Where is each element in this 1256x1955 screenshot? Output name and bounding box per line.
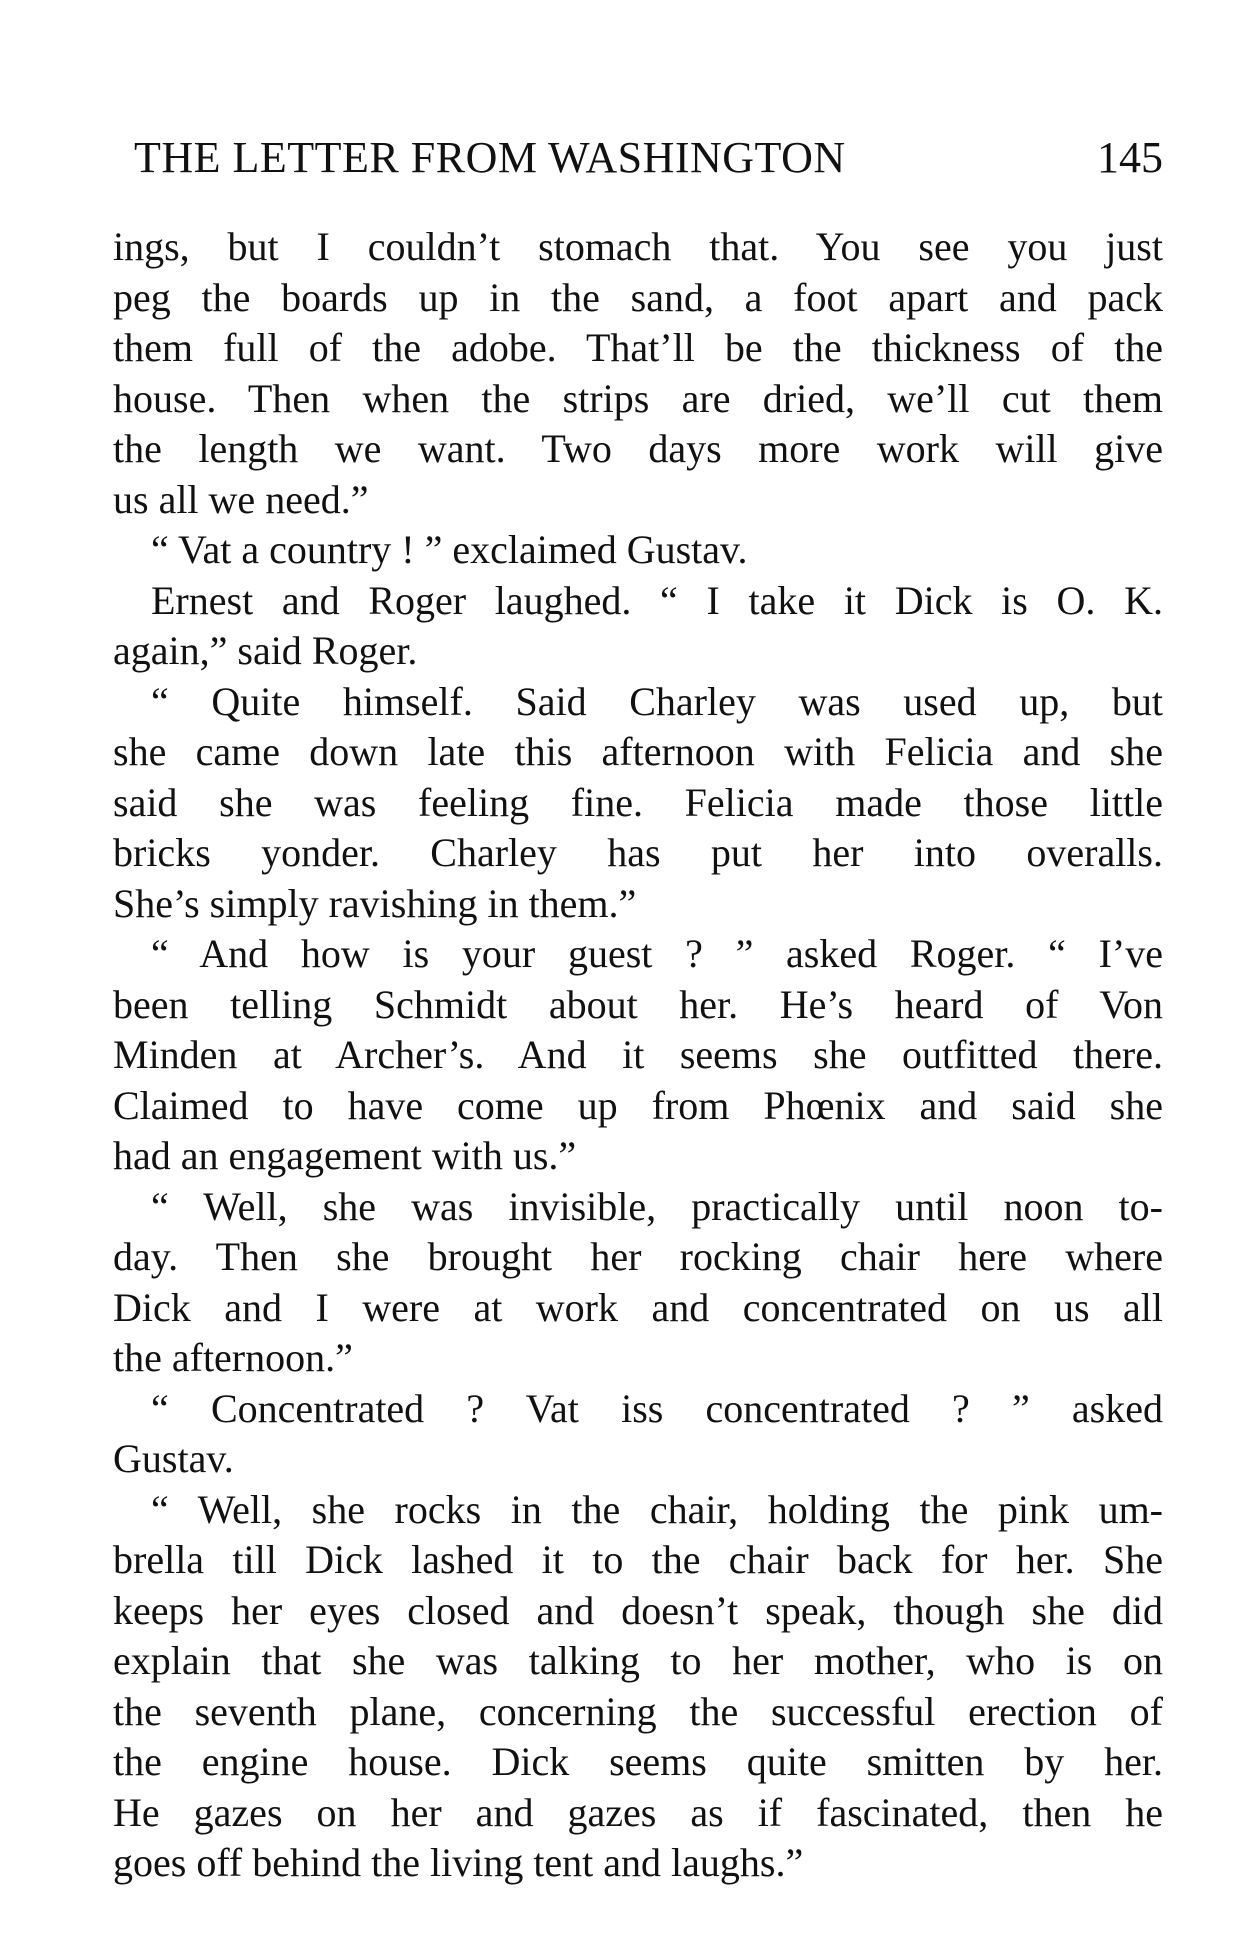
- text-line: been telling Schmidt about her. He’s heard of Von: [113, 981, 1163, 1027]
- running-head: [108, 128, 1163, 188]
- text-line: them full of the adobe. That’ll be the thickness of the: [113, 325, 1163, 370]
- text-line: day. Then she brought her rocking chair here where: [113, 1234, 1163, 1279]
- text-line: She’s simply ravishing in them.”: [113, 880, 637, 926]
- text-line: the afternoon.”: [113, 1335, 353, 1380]
- text-line: “ Concentrated ? Vat iss concentrated ? ” asked: [151, 1385, 1163, 1431]
- text-line: “ Well, she rocks in the chair, holding the pink um-: [151, 1486, 1163, 1532]
- text-line: He gazes on her and gazes as if fascinated, then he: [113, 1789, 1163, 1835]
- text-line: bricks yonder. Charley has put her into overalls.: [113, 830, 1163, 875]
- text-line: peg the boards up in the sand, a foot apart and pack: [113, 274, 1163, 320]
- text-line: “ Well, she was invisible, practically until noon to-: [151, 1183, 1163, 1229]
- text-line: “ Quite himself. Said Charley was used up, but: [151, 678, 1163, 724]
- text-line: “ Vat a country ! ” exclaimed Gustav.: [151, 527, 748, 572]
- text-line: again,” said Roger.: [113, 628, 418, 673]
- text-line: goes off behind the living tent and laughs.”: [113, 1840, 804, 1885]
- text-line: brella till Dick lashed it to the chair back for her. She: [113, 1537, 1163, 1582]
- text-line: Minden at Archer’s. And it seems she outfitted there.: [113, 1032, 1163, 1077]
- text-line: explain that she was talking to her mother, who is on: [113, 1638, 1163, 1683]
- text-line: Dick and I were at work and concentrated on us all: [113, 1284, 1163, 1330]
- text-line: Claimed to have come up from Phœnix and said she: [113, 1082, 1163, 1128]
- text-line: Ernest and Roger laughed. “ I take it Dick is O. K.: [151, 577, 1163, 623]
- text-line: the engine house. Dick seems quite smitten by her.: [113, 1739, 1163, 1784]
- text-line: the seventh plane, concerning the successful erection of: [113, 1688, 1163, 1734]
- text-line: keeps her eyes closed and doesn’t speak, though she did: [113, 1587, 1163, 1633]
- text-line: us all we need.”: [113, 476, 369, 522]
- text-line: the length we want. Two days more work will give: [113, 426, 1163, 471]
- running-title: THE LETTER FROM WASHINGTON: [134, 133, 846, 182]
- text-line: Gustav.: [113, 1436, 234, 1481]
- text-line: she came down late this afternoon with Felicia and she: [113, 729, 1163, 774]
- text-line: had an engagement with us.”: [113, 1133, 577, 1178]
- text-line: house. Then when the strips are dried, we’ll cut them: [113, 375, 1163, 421]
- text-line: ings, but I couldn’t stomach that. You see you just: [113, 224, 1163, 269]
- body-text: [113, 222, 1163, 1889]
- text-line: “ And how is your guest ? ” asked Roger. “ I’ve: [151, 931, 1163, 976]
- text-line: said she was feeling fine. Felicia made those little: [113, 779, 1163, 825]
- page-number: 145: [1097, 133, 1163, 182]
